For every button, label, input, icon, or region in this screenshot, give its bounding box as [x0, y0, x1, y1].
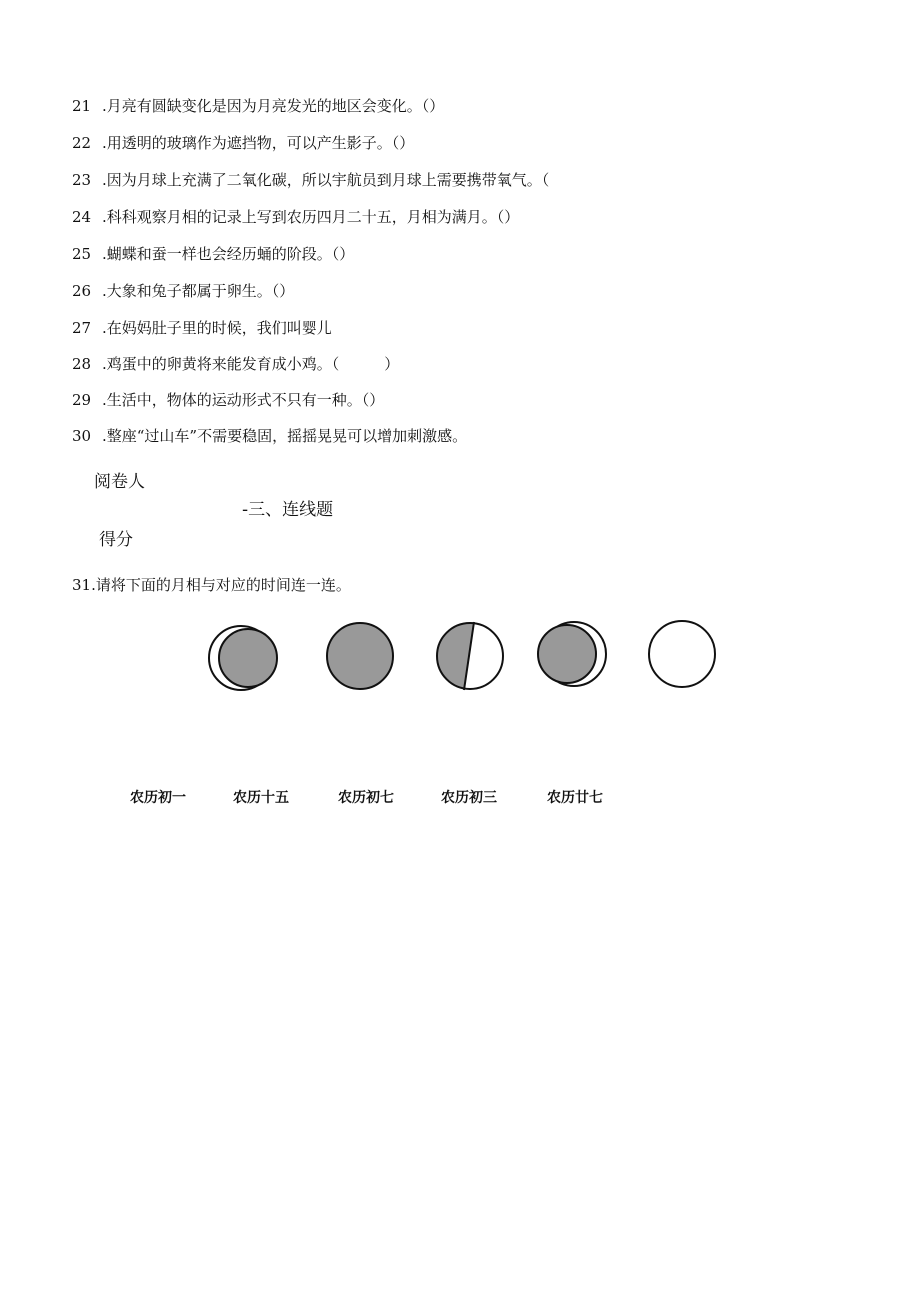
question-31: 31.请将下面的月相与对应的时间连一连。 [72, 576, 351, 594]
half-moon-icon [430, 616, 510, 696]
section-title: -三、连线题 [242, 500, 334, 520]
question-number: 23 [72, 171, 92, 189]
question-number: 27 [72, 319, 92, 337]
question-30 [72, 423, 467, 449]
question-number: 26 [72, 282, 92, 300]
question-text: .科科观察月相的记录上写到农历四月二十五，月相为满月。（） [102, 208, 520, 226]
question-text: .鸡蛋中的卵黄将来能发育成小鸡。（ ） [102, 355, 400, 373]
question-22 [72, 130, 414, 156]
label-lunar-day-3: 农历初三 [441, 790, 497, 806]
label-lunar-day-15: 农历十五 [233, 790, 289, 806]
question-23 [72, 167, 549, 193]
question-text: .大象和兔子都属于卵生。（） [102, 282, 295, 300]
question-21 [72, 93, 444, 119]
question-25 [72, 241, 354, 267]
question-29 [72, 387, 384, 413]
question-text: .蝴蝶和蚕一样也会经历蛹的阶段。（） [102, 245, 355, 263]
question-number: 24 [72, 208, 92, 226]
question-number: 22 [72, 134, 92, 152]
right-crescent-shadow-moon-icon [532, 616, 612, 696]
question-text: .因为月球上充满了二氧化碳，所以宇航员到月球上需要携带氧气。（ [102, 171, 550, 189]
question-number: 29 [72, 391, 92, 409]
question-text: .在妈妈肚子里的时候，我们叫婴儿 [102, 319, 332, 337]
full-moon-icon [643, 616, 723, 696]
question-24 [72, 204, 519, 230]
label-lunar-day-7: 农历初七 [338, 790, 394, 806]
question-text: .整座“过山车”不需要稳固，摇摇晃晃可以增加刺激感。 [102, 427, 468, 445]
question-number: 30 [72, 427, 92, 445]
question-number: 28 [72, 355, 92, 373]
waxing-crescent-shadow-moon-icon [203, 616, 283, 696]
question-text: .用透明的玻璃作为遮挡物，可以产生影子。（） [102, 134, 415, 152]
question-text: .月亮有圆缺变化是因为月亮发光的地区会变化。（） [102, 97, 445, 115]
question-number: 21 [72, 97, 92, 115]
question-28 [72, 351, 399, 377]
question-27 [72, 315, 332, 341]
label-lunar-day-27: 农历廿七 [547, 790, 603, 806]
score-label: 得分 [99, 530, 133, 550]
question-26 [72, 278, 294, 304]
question-text: .生活中，物体的运动形式不只有一种。（） [102, 391, 385, 409]
new-moon-icon [320, 616, 400, 696]
label-lunar-day-1: 农历初一 [130, 790, 186, 806]
reviewer-label: 阅卷人 [94, 472, 145, 492]
question-number: 25 [72, 245, 92, 263]
